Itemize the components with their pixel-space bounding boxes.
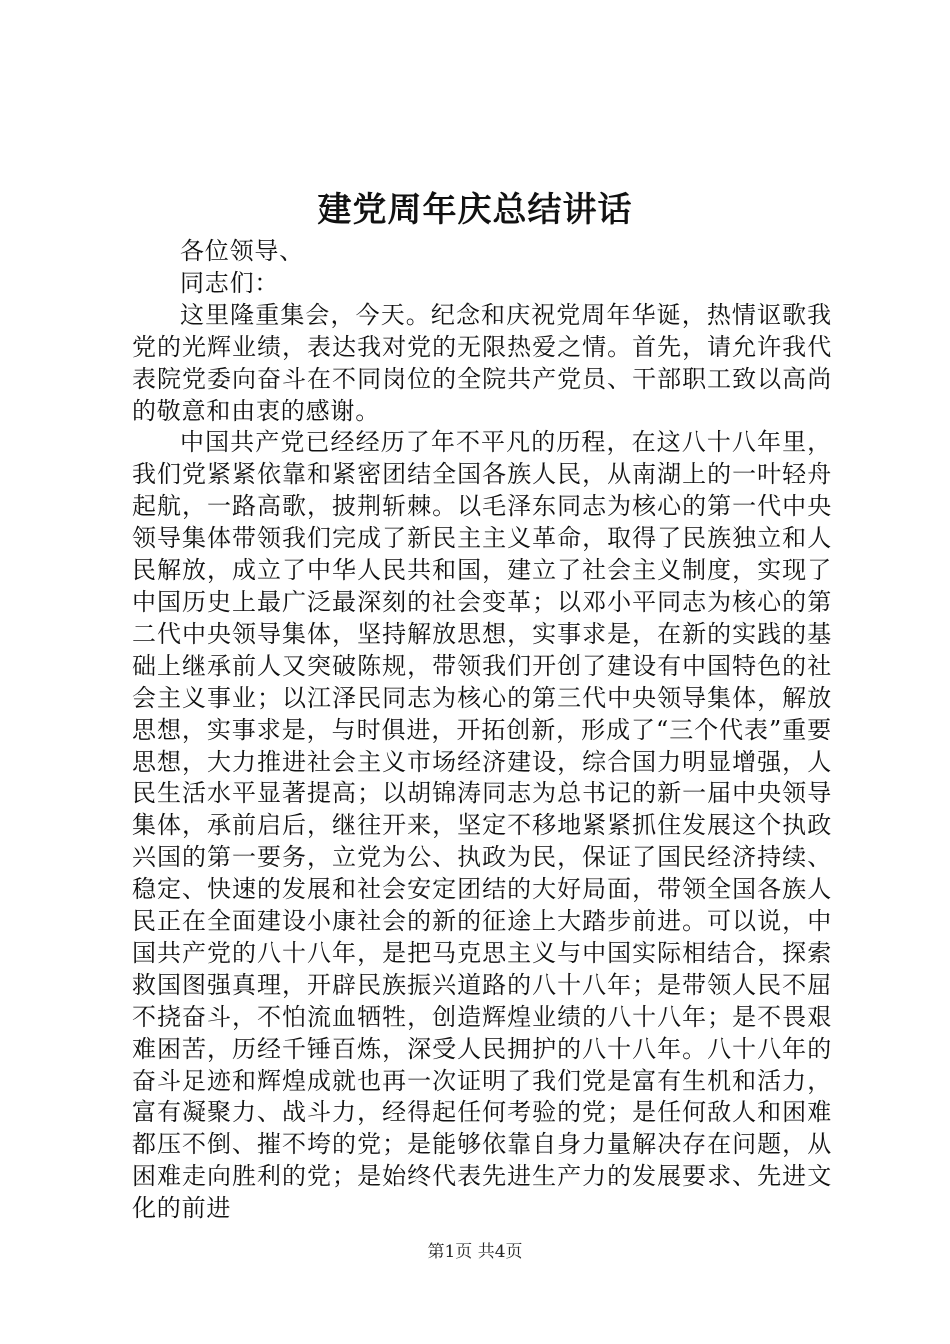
salutation-line: 各位领导、 [180,237,304,265]
body-paragraph: 这里隆重集会，今天。纪念和庆祝党周年华诞，热情讴歌我党的光辉业绩，表达我对党的无限热爱之情。首先，请允许我代表院党委向奋斗在不同岗位的全院共产党员、干部职工致以高尚的敬意和由衷的感谢。 [132,300,832,425]
page-footer: 第1页 共4页 [427,1242,523,1262]
document-title: 建党周年庆总结讲话 [317,190,633,230]
salutation-line: 同志们： [180,268,280,297]
body-paragraph: 中国共产党已经经历了年不平凡的历程，在这八十八年里，我们党紧紧依靠和紧密团结全国各族人民，从南湖上的一叶轻舟起航，一路高歌，披荆斩棘。以毛泽东同志为核心的第一代中央领导集体带领我们完成了新民主主义革命，取得了民族独立和人民解放，成立了中华人民共和国，建立了社会主义制度，实现了中国历史上最广泛最深刻的社会变革；以邓小平同志为核心的第二代中央领导集体，坚持解放思想，实事求是，在新的实践的基础上继承前人又突破陈规，带领我们开创了建设有中国特色的社会主义事业；以江泽民同志为核心的第三代中央领导集体，解放思想，实事求是，与时俱进，开拓创新，形成了“三个代表”重要思想，大力推进社会主义市场经济建设，综合国力明显增强，人民生活水平显著提高；以胡锦涛同志为总书记的新一届中央领导集体，承前启后，继往开来，坚定不移地紧紧抓住发展这个执政兴国的第一要务，立党为公、执政为民，保证了国民经济持续、稳定、快速的发展和社会安定团结的大好局面，带领全国各族人民正在全面建设小康社会的新的征途上大踏步前进。可以说，中国共产党的八十八年，是把马克思主义与中国实际相结合，探索救国图强真理，开辟民族振兴道路的八十八年；是带领人民不屈不挠奋斗，不怕流血牺牲，创造辉煌业绩的八十八年；是不畏艰难困苦，历经千锤百炼，深受人民拥护的八十八年。八十八年的奋斗足迹和辉煌成就也再一次证明了我们党是富有生机和活力，富有凝聚力、战斗力，经得起任何考验的党；是任何敌人和困难都压不倒、摧不垮的党；是能够依靠自身力量解决存在问题，从困难走向胜利的党；是始终代表先进生产力的发展要求、先进文化的前进 [132,428,832,1223]
document-body [132,236,832,1225]
